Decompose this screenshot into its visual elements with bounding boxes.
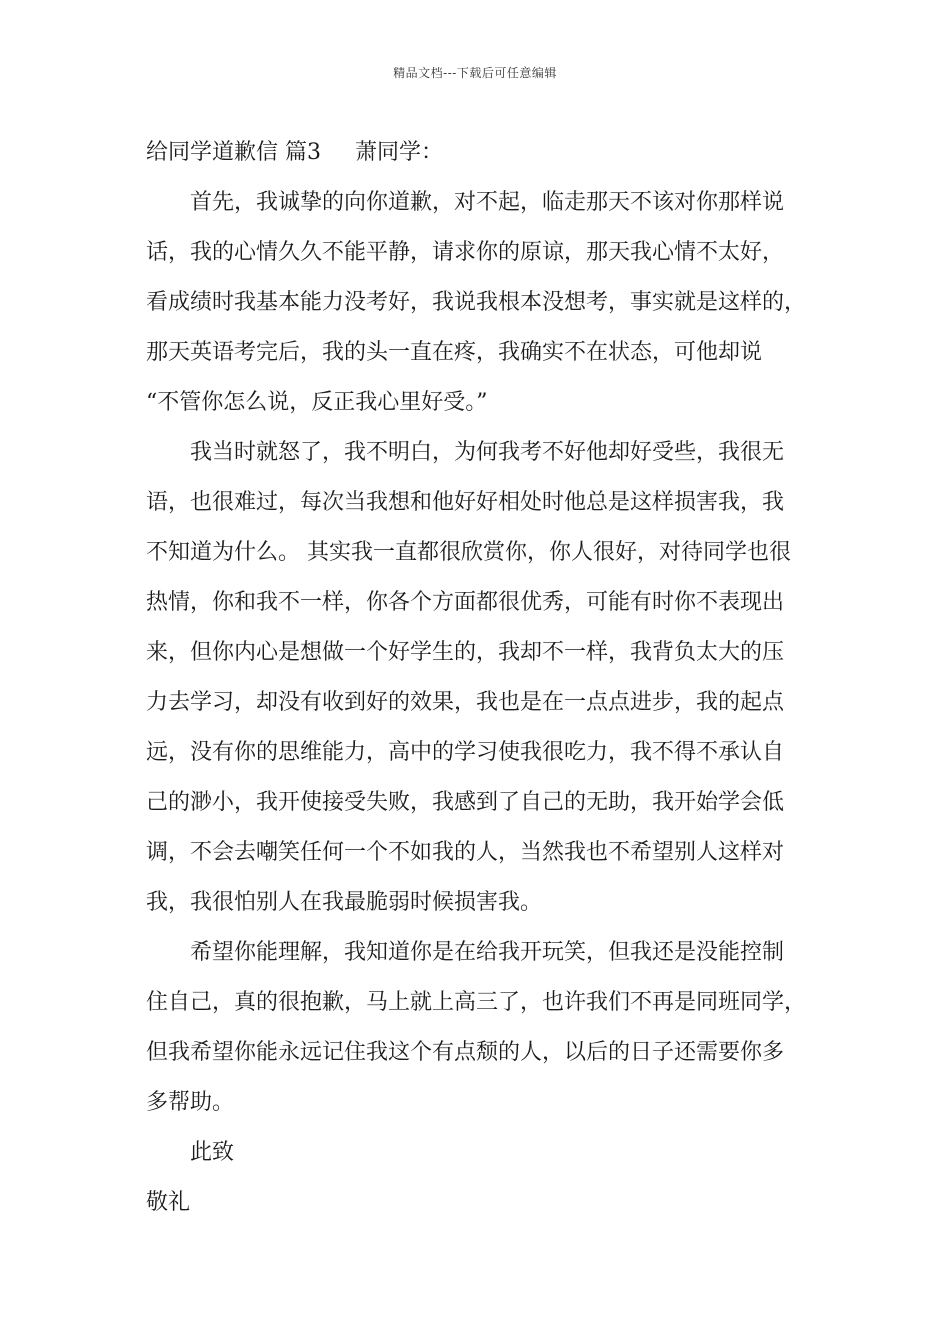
text-line: “不管你怎么说，反正我心里好受。” (146, 390, 488, 415)
text-line: 力去学习，却没有收到好的效果，我也是在一点点进步，我的起点 (146, 690, 785, 715)
text-line: 看成绩时我基本能力没考好，我说我根本没想考，事实就是这样的， (146, 290, 807, 315)
text-line: 远，没有你的思维能力，高中的学习使我很吃力，我不得不承认自 (146, 740, 785, 765)
letter-salutation: 萧同学： (355, 140, 444, 165)
text-line: 调，不会去嘲笑任何一个不如我的人，当然我也不希望别人这样对 (146, 840, 785, 865)
text-line: 我当时就怒了，我不明白，为何我考不好他却好受些，我很无 (190, 440, 785, 465)
text-line: 敬礼 (146, 1190, 191, 1215)
text-line: 住自己，真的很抱歉，马上就上高三了，也许我们不再是同班同学， (146, 990, 807, 1015)
text-line: 不知道为什么。 其实我一直都很欣赏你，你人很好，对待同学也很 (146, 540, 791, 565)
letter-body (146, 128, 816, 1228)
text-line: 我，我很怕别人在我最脆弱时候损害我。 (146, 890, 543, 915)
text-line: 首先，我诚挚的向你道歉，对不起，临走那天不该对你那样说 (190, 190, 785, 215)
letter-title: 给同学道歉信 篇3 (146, 140, 321, 165)
text-line: 此致 (190, 1140, 235, 1165)
text-line: 那天英语考完后，我的头一直在疼，我确实不在状态，可他却说 (146, 340, 763, 365)
text-line: 但我希望你能永远记住我这个有点颓的人，以后的日子还需要你多 (146, 1040, 785, 1065)
text-line: 己的渺小，我开使接受失败，我感到了自己的无助，我开始学会低 (146, 790, 785, 815)
title-line (146, 128, 816, 178)
text-line: 来，但你内心是想做一个好学生的，我却不一样，我背负太大的压 (146, 640, 785, 665)
text-line: 希望你能理解，我知道你是在给我开玩笑，但我还是没能控制 (190, 940, 785, 965)
text-line: 多帮助。 (146, 1090, 235, 1115)
letter-lines (146, 178, 816, 1228)
text-line: 语，也很难过，每次当我想和他好好相处时他总是这样损害我，我 (146, 490, 785, 515)
header-note: 精品文档---下载后可任意编辑 (393, 66, 557, 80)
text-line: 话，我的心情久久不能平静，请求你的原谅，那天我心情不太好， (146, 240, 785, 265)
text-line: 热情，你和我不一样，你各个方面都很优秀，可能有时你不表现出 (146, 590, 785, 615)
